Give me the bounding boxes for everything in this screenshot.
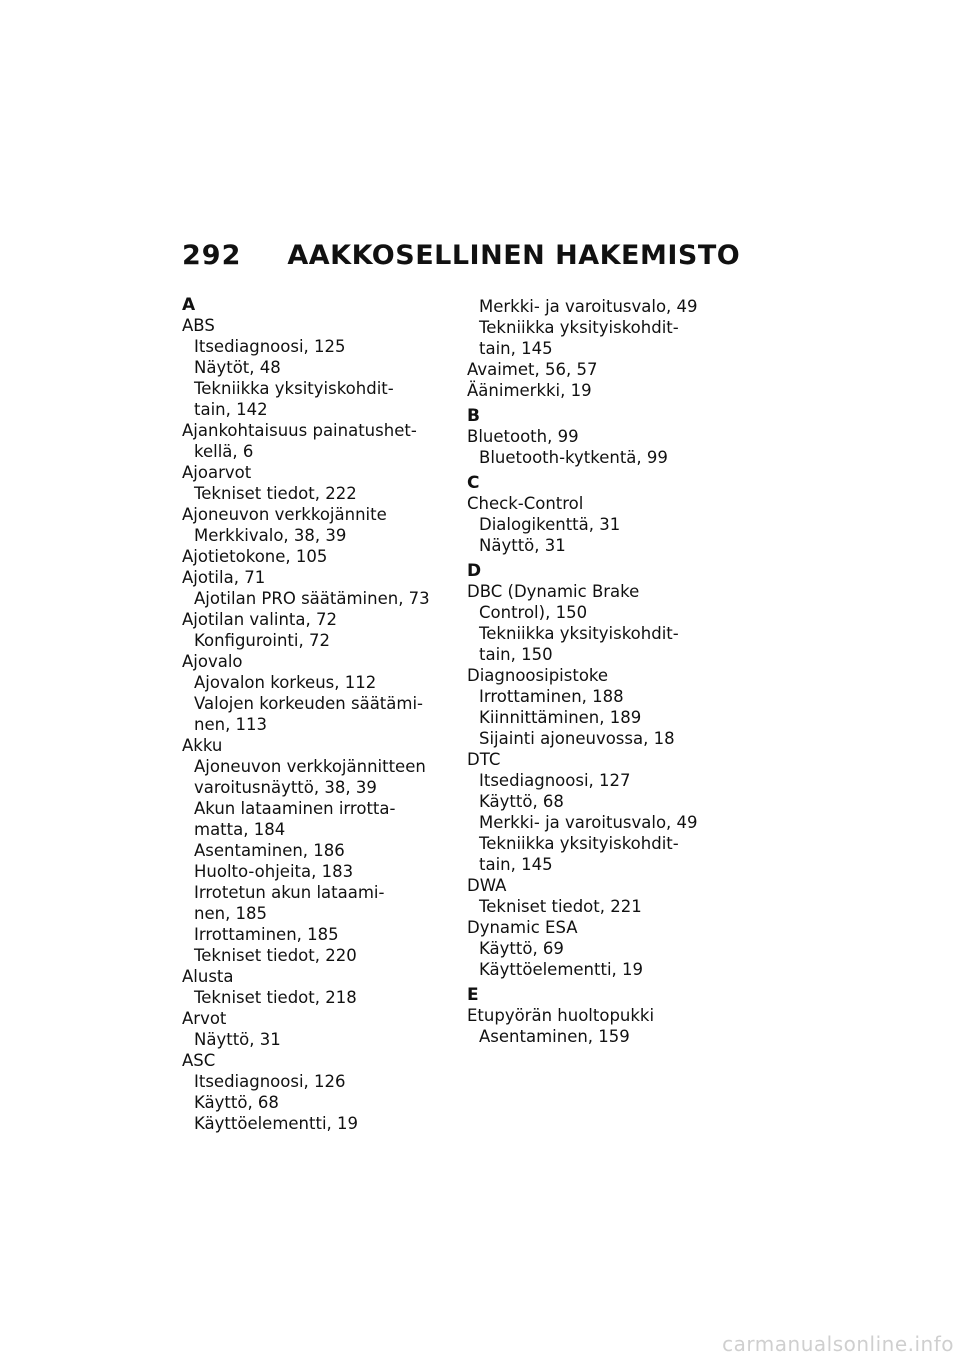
index-subentry: Käyttö, 68 <box>194 1093 279 1112</box>
index-subentry: Kiinnittäminen, 189 <box>479 708 642 727</box>
index-subentry: Tekniikka yksityiskohdit- <box>194 379 394 398</box>
index-subentry: Tekniikka yksityiskohdit- <box>479 834 679 853</box>
index-subentry: Irrottaminen, 185 <box>194 925 339 944</box>
index-subentry: nen, 113 <box>194 715 268 734</box>
index-column-right <box>467 296 739 1047</box>
index-entry: Ajotila, 71 <box>182 568 266 587</box>
index-entry: Äänimerkki, 19 <box>467 381 592 400</box>
index-entry: Diagnoosipistoke <box>467 666 609 685</box>
index-subentry: Näytöt, 48 <box>194 358 281 377</box>
index-subentry: Ajoneuvon verkkojännitteen <box>194 757 426 776</box>
index-entry: Ajovalo <box>182 652 243 671</box>
page-title: AAKKOSELLINEN HAKEMISTO <box>287 240 741 271</box>
index-entry: Ajankohtaisuus painatushet- <box>182 421 417 440</box>
index-section-letter: E <box>467 985 479 1005</box>
index-entry: Ajotilan valinta, 72 <box>182 610 337 629</box>
index-section-letter: B <box>467 406 480 426</box>
index-subentry: Dialogikenttä, 31 <box>479 515 621 534</box>
index-entry: Akku <box>182 736 223 755</box>
index-subentry: Itsediagnoosi, 127 <box>479 771 631 790</box>
index-subentry: tain, 150 <box>479 645 553 664</box>
index-subentry: Käyttö, 68 <box>479 792 564 811</box>
index-subentry: Asentaminen, 186 <box>194 841 345 860</box>
index-subentry: Itsediagnoosi, 125 <box>194 337 346 356</box>
index-subentry: kellä, 6 <box>194 442 254 461</box>
index-subentry: varoitusnäyttö, 38, 39 <box>194 778 377 797</box>
index-entry: Ajotietokone, 105 <box>182 547 328 566</box>
index-section-letter: D <box>467 561 482 581</box>
index-entry: ABS <box>182 316 215 335</box>
index-entry: DTC <box>467 750 501 769</box>
index-subentry: Tekniikka yksityiskohdit- <box>479 624 679 643</box>
index-subentry: Näyttö, 31 <box>479 536 566 555</box>
index-entry: Bluetooth, 99 <box>467 427 579 446</box>
index-entry: ASC <box>182 1051 216 1070</box>
index-subentry: Tekniset tiedot, 220 <box>194 946 357 965</box>
index-subentry: Käyttö, 69 <box>479 939 564 958</box>
index-column-left <box>182 296 454 1134</box>
index-subentry: Control), 150 <box>479 603 588 622</box>
index-subentry: Merkki- ja varoitusvalo, 49 <box>479 813 698 832</box>
index-section-letter: A <box>182 295 196 315</box>
index-entry: Arvot <box>182 1009 227 1028</box>
index-entry: DBC (Dynamic Brake <box>467 582 640 601</box>
index-subentry: Asentaminen, 159 <box>479 1027 630 1046</box>
index-entry: Etupyörän huoltopukki <box>467 1006 655 1025</box>
index-section-letter: C <box>467 473 480 493</box>
index-entry: DWA <box>467 876 507 895</box>
index-entry: Check-Control <box>467 494 584 513</box>
index-subentry: matta, 184 <box>194 820 286 839</box>
index-subentry: Tekniikka yksityiskohdit- <box>479 318 679 337</box>
index-subentry: tain, 145 <box>479 339 553 358</box>
index-subentry: Näyttö, 31 <box>194 1030 281 1049</box>
index-subentry: Tekniset tiedot, 222 <box>194 484 357 503</box>
index-entry: Avaimet, 56, 57 <box>467 360 598 379</box>
index-subentry: Bluetooth-kytkentä, 99 <box>479 448 668 467</box>
index-subentry: tain, 142 <box>194 400 268 419</box>
index-subentry: Valojen korkeuden säätämi- <box>194 694 423 713</box>
index-subentry: Tekniset tiedot, 218 <box>194 988 357 1007</box>
index-entry: Dynamic ESA <box>467 918 578 937</box>
index-subentry: nen, 185 <box>194 904 268 923</box>
index-entry: Ajoneuvon verkkojännite <box>182 505 387 524</box>
index-subentry: Sijainti ajoneuvossa, 18 <box>479 729 675 748</box>
index-subentry: Käyttöelementti, 19 <box>194 1114 359 1133</box>
index-subentry: Tekniset tiedot, 221 <box>479 897 642 916</box>
index-subentry: Merkki- ja varoitusvalo, 49 <box>479 297 698 316</box>
index-subentry: Itsediagnoosi, 126 <box>194 1072 346 1091</box>
index-subentry: Konfigurointi, 72 <box>194 631 330 650</box>
page-header <box>182 240 740 271</box>
index-subentry: Irrotetun akun lataami- <box>194 883 385 902</box>
index-entry: Ajoarvot <box>182 463 252 482</box>
index-subentry: Irrottaminen, 188 <box>479 687 624 706</box>
index-subentry: Ajovalon korkeus, 112 <box>194 673 377 692</box>
index-subentry: tain, 145 <box>479 855 553 874</box>
index-subentry: Käyttöelementti, 19 <box>479 960 644 979</box>
index-entry: Alusta <box>182 967 234 986</box>
watermark: carmanualsonline.info <box>722 1332 954 1356</box>
index-subentry: Merkkivalo, 38, 39 <box>194 526 347 545</box>
index-subentry: Ajotilan PRO säätäminen, 73 <box>194 589 430 608</box>
index-subentry: Huolto-ohjeita, 183 <box>194 862 354 881</box>
page-number: 292 <box>182 240 242 271</box>
index-subentry: Akun lataaminen irrotta- <box>194 799 396 818</box>
